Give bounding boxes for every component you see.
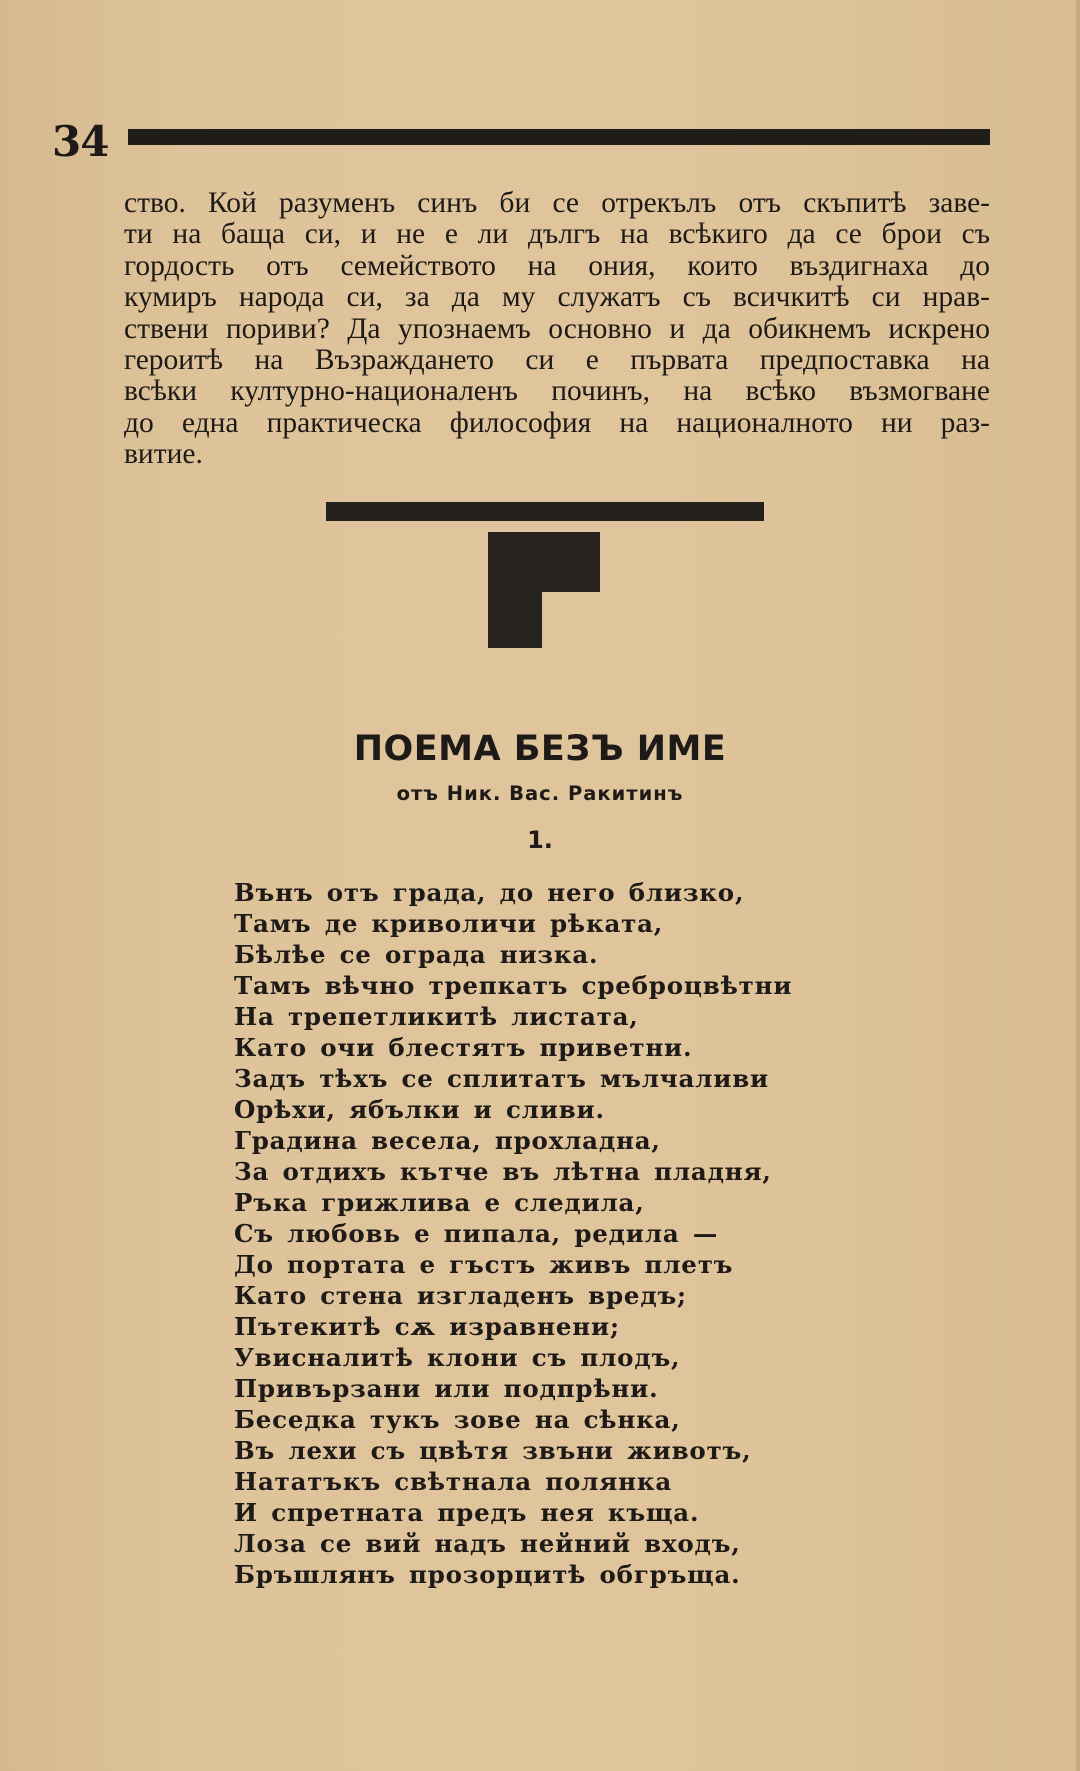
poem-line: И спретната предъ нея къща. <box>234 1498 700 1527</box>
poem-line: Въ лехи съ цвѣтя звъни животъ, <box>234 1436 752 1465</box>
ornament-stem-block <box>488 590 542 648</box>
poem-line: Привързани или подпрѣни. <box>234 1374 659 1403</box>
prose-line: витие. <box>124 438 203 471</box>
poem-line: Бръшлянъ прозорцитѣ обгръща. <box>234 1560 741 1589</box>
section-divider-bar <box>326 502 764 521</box>
poem-line: Нататъкъ свѣтнала полянка <box>234 1467 673 1496</box>
poem-line: Като стена изгладенъ вредъ; <box>234 1281 687 1310</box>
poem-line: Ръка грижлива е следила, <box>234 1188 645 1217</box>
prose-line: ти на баща си, и не е ли дългъ на всѣкиго да се брои съ <box>124 218 990 251</box>
poem-line: За отдихъ кътче въ лѣтна пладня, <box>234 1157 772 1186</box>
poem-line: Пътекитѣ сѫ изравнени; <box>234 1312 620 1341</box>
poem-line: До портата е гъстъ живъ плетъ <box>234 1250 734 1279</box>
prose-line: героитѣ на Възраждането си е първата предпоставка на <box>124 344 990 377</box>
poem-line: Градина весела, прохладна, <box>234 1126 661 1155</box>
prose-line: кумиръ народа си, за да му служатъ съ всичкитѣ си нрав- <box>124 281 990 314</box>
poem-author: отъ Ник. Вас. Ракитинъ <box>396 782 684 805</box>
poem-line: Беседка тукъ зове на сѣнка, <box>234 1405 681 1434</box>
prose-line: всѣки културно-националенъ починъ, на всѣко възмогване <box>124 375 990 408</box>
poem-body <box>234 877 794 1590</box>
poem-line: Увисналитѣ клони съ плодъ, <box>234 1343 681 1372</box>
poem-line: Вънъ отъ града, до него близко, <box>234 878 745 907</box>
poem-line: Като очи блестятъ приветни. <box>234 1033 693 1062</box>
poem-line: Съ любовь е пипала, редила — <box>234 1219 719 1248</box>
prose-paragraph <box>124 188 990 471</box>
section-divider-ornament <box>488 532 600 648</box>
poem-line: Лоза се вий надъ нейний входъ, <box>234 1529 741 1558</box>
poem-line: Орѣхи, ябълки и сливи. <box>234 1095 605 1124</box>
poem-line: На трепетликитѣ листата, <box>234 1002 639 1031</box>
page-edge <box>1076 0 1080 1771</box>
prose-line: до една практическа философия на националното ни раз- <box>124 406 990 439</box>
ornament-top-block <box>488 532 600 592</box>
header-rule <box>128 129 990 145</box>
poem-part-number: 1. <box>527 826 553 854</box>
prose-line: ствени пориви? Да упознаемъ основно и да обикнемъ искрено <box>124 312 990 345</box>
poem-line: Задъ тѣхъ се сплитатъ мълчаливи <box>234 1064 770 1093</box>
prose-line: гордость отъ семейството на ония, които въздигнаха до <box>124 249 990 282</box>
prose-line: ство. Кой разуменъ синъ би се отрекълъ отъ скъпитѣ заве- <box>124 187 990 219</box>
poem-line: Тамъ вѣчно трепкатъ среброцвѣтни <box>234 971 793 1000</box>
page-number: 34 <box>52 117 109 166</box>
poem-line: Тамъ де криволичи рѣката, <box>234 909 664 938</box>
poem-line: Бѣлѣе се ограда низка. <box>234 940 599 969</box>
poem-title: ПОЕМА БЕЗЪ ИМЕ <box>353 729 727 769</box>
